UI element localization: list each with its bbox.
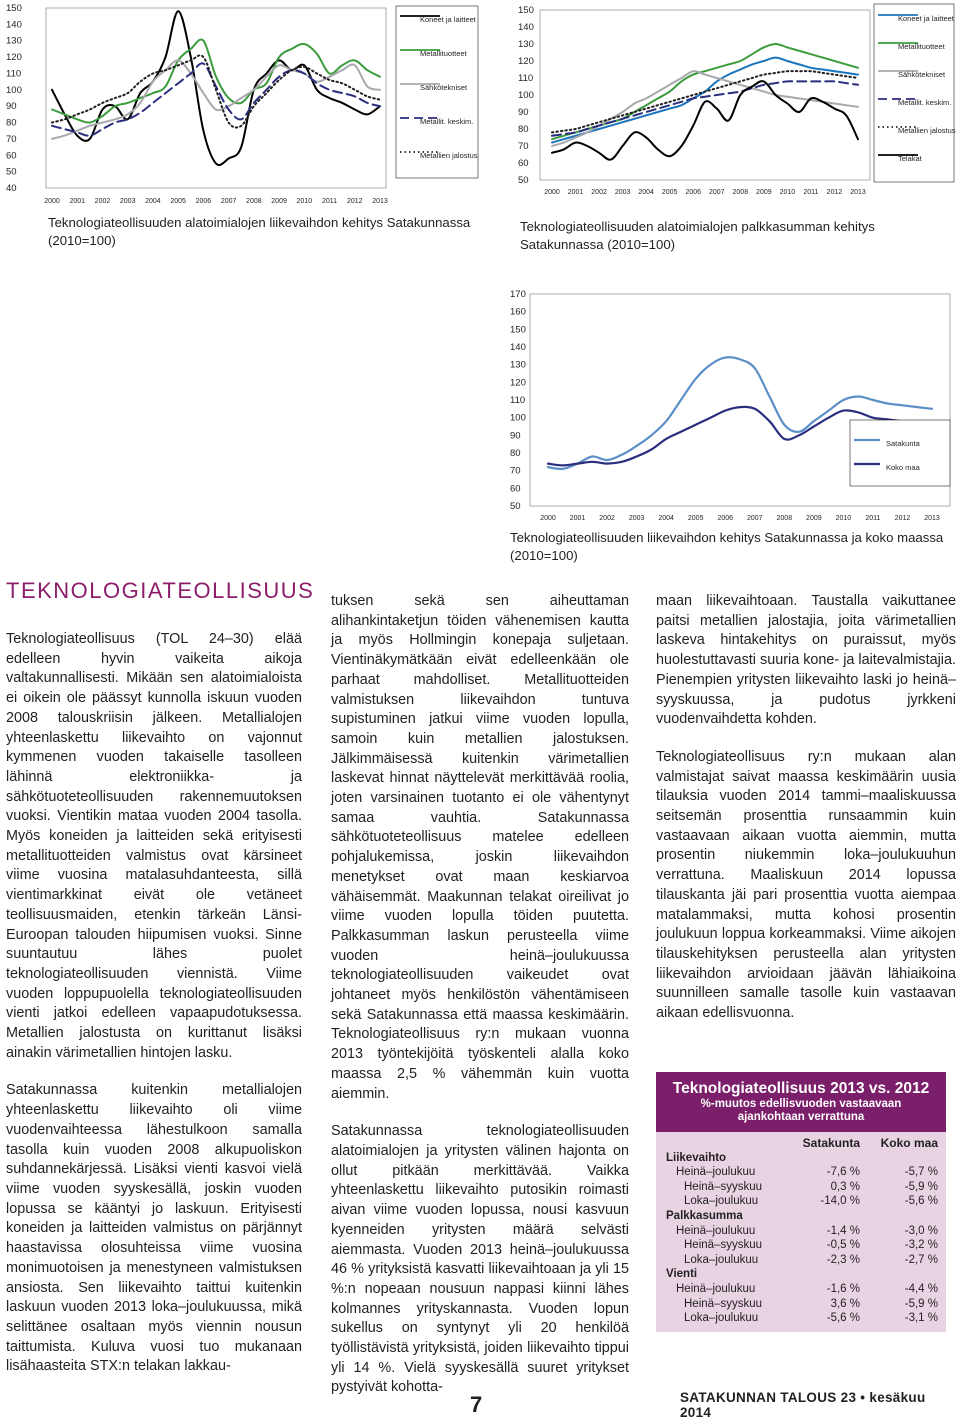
value-koko-maa: -4,4 % xyxy=(904,1282,938,1295)
x-tick-label: 2003 xyxy=(628,515,645,522)
column-header-koko-maa: Koko maa xyxy=(880,1136,938,1150)
table-row xyxy=(666,1238,938,1253)
x-tick-label: 2002 xyxy=(599,515,615,522)
x-tick-label: 2000 xyxy=(44,198,60,205)
x-tick-label: 2000 xyxy=(540,515,556,522)
y-tick-label: 130 xyxy=(510,359,526,371)
y-tick-label: 80 xyxy=(518,124,529,135)
value-koko-maa: -3,2 % xyxy=(904,1239,938,1252)
chart-palkkasumma-alatoimialat xyxy=(490,0,960,210)
value-satakunta: 0,3 % xyxy=(830,1180,860,1193)
legend-label: Telakat xyxy=(898,154,922,163)
y-tick-label: 120 xyxy=(518,56,534,67)
row-label: Heinä–syyskuu xyxy=(684,1239,762,1252)
x-tick-label: 2005 xyxy=(661,189,678,196)
y-tick-label: 120 xyxy=(510,377,526,389)
x-tick-label: 2000 xyxy=(544,189,560,196)
y-tick-label: 90 xyxy=(510,430,521,442)
x-tick-label: 2008 xyxy=(776,515,793,522)
x-tick-label: 2001 xyxy=(567,189,584,196)
y-tick-label: 150 xyxy=(6,3,22,14)
y-tick-label: 100 xyxy=(510,412,526,424)
table-group-name: Palkkasumma xyxy=(666,1209,743,1222)
x-tick-label: 2010 xyxy=(296,198,313,205)
table-group-name: Liikevaihto xyxy=(666,1151,727,1164)
y-tick-label: 150 xyxy=(518,5,534,16)
chart-2-svg xyxy=(490,0,960,210)
y-tick-label: 60 xyxy=(518,158,529,169)
table-group-label xyxy=(666,1267,938,1282)
y-tick-label: 50 xyxy=(510,501,521,512)
value-koko-maa: -3,0 % xyxy=(904,1224,938,1237)
x-tick-label: 2001 xyxy=(569,515,586,522)
chart-liikevaihto-alatoimialat xyxy=(0,0,480,210)
x-tick-label: 2006 xyxy=(195,198,212,205)
x-tick-label: 2006 xyxy=(685,189,702,196)
legend-label: Koneet ja laitteet xyxy=(898,14,954,23)
paragraph: Teknologiateollisuus (TOL 24–30) elää edelleen hyvin vaikeita aikoja valtakunnallisesti. Mikään sen alatoimialoista ei oikein ole päässyt kunnolla iskuun vuoden 2008 talouskriisin jälkeen. Metallialojen yhteenlaskettu liikevaihto on vajonnut kymmenen vuoden takaiselle tasolleen lähinnä elektroniikka- ja sähkötuoteteollisuuden rakennemuutoksen vuoksi. Vientikin mataa vuoden 2004 tasolla. Myös koneiden ja laitteiden sekä erityisesti metallituotteiden valmistus ovat kärsineet viime vuosina matalasuhdanteesta, sillä vientimarkkinat eivät ole vetäneet teollisuusmaiden, etenkin tärkeän Länsi-Euroopan talouden hiipumisen vuoksi. Sinne suuntautuu lähes puolet teknologiateollisuuden viennistä. Viime vuoden loppupuolella teknologiateollisuuden vienti jatkoi edelleen vapaapudotuksessa. Metallien jalostusta on kurittanut lisäksi ainakin värimetallien hintojen lasku. xyxy=(6,631,302,1061)
y-tick-label: 130 xyxy=(6,35,22,47)
text-column-3 xyxy=(656,592,956,1042)
table-body xyxy=(656,1132,946,1332)
y-tick-label: 40 xyxy=(6,183,17,194)
table-row xyxy=(666,1282,938,1297)
y-tick-label: 80 xyxy=(6,117,17,129)
value-koko-maa: -2,7 % xyxy=(904,1253,938,1266)
x-tick-label: 2007 xyxy=(708,189,725,196)
table-row xyxy=(666,1194,938,1209)
legend-label: Metallien jalostus xyxy=(898,126,956,135)
paragraph: maan liikevaihtoaan. Taustalla vaikuttanee paitsi metallien jalostajia, joita värimetallien laskeva hintakehitys on puraissut, myös huolestuttavasti suuria kone- ja laitevalmistajia. Pienempien yritysten liikevaihto laski jo heinä–syyskuussa, ja pudotus jyrkkeni vuodenvaihdetta kohden. xyxy=(656,593,956,728)
series-line-telakat xyxy=(552,81,858,160)
x-tick-label: 2009 xyxy=(271,198,287,205)
comparison-table xyxy=(656,1072,946,1350)
table-header xyxy=(656,1072,946,1132)
x-tick-label: 2006 xyxy=(717,515,734,522)
value-koko-maa: -5,6 % xyxy=(904,1195,938,1208)
value-koko-maa: -5,9 % xyxy=(904,1180,938,1193)
y-tick-label: 140 xyxy=(518,22,534,33)
paragraph: tuksen sekä sen aiheuttaman alihankintaketjun töiden vähenemisen kautta ja myös Hollmingin konepaja suljetaan. Vientinäkymätkään eivät edelleenkään ole parhaat mahdolliset. Metallituotteiden valmistuksen liikevaihdon tuntuva supistuminen jatkui viime vuoden lopulla, samoin kuin metallien jalostuksen. Jälkimmäisessä kuitenkin värimetallien laskevat hinnat näyttelevät merkittävää roolia, joten varsinainen tuotanto ei ole vähentynyt samaa vauhtia. Satakunnassa sähkötuoteteollisuus matelee edelleen pohjalukemissa, joskin liikevaihdon menetykset ovat maan keskiarvoa vähäisemmät. Maakunnan telakat oireilivat jo viime vuoden lopulla töiden puutetta. Palkkasumman laskun perusteella viime vuoden heinä–joulukuussa teknologiateollisuuden vaikeudet ovat johtaneet myös henkilöstön vähentämiseen sekä Satakunnassa että maassa keskimäärin. Teknologiateollisuus ry:n mukaan vuonna 2013 työntekijöitä työskenteli alalla koko maassa 2,5 % vähemmän kuin vuotta aiemmin. xyxy=(331,593,629,1102)
table-row xyxy=(666,1253,938,1268)
x-tick-label: 2004 xyxy=(638,189,654,196)
x-tick-label: 2010 xyxy=(779,189,796,196)
x-tick-label: 2013 xyxy=(924,515,940,522)
legend-label: Metallituotteet xyxy=(420,49,467,58)
y-tick-label: 60 xyxy=(6,150,17,162)
section-title: TEKNOLOGIATEOLLISUUS xyxy=(6,578,315,603)
y-tick-label: 80 xyxy=(510,448,521,459)
paragraph: Satakunnassa kuitenkin metallialojen yhteenlaskettu liikevaihto oli viime vuodenvaihteessa lähestulkoon samalla tasolla kuin vuoden 2008 alkupuoliskon suhdannekärjessä. Lisäksi vienti kasvoi vielä viime vuoden syyskesällä, joskin vuoden lopussa se kääntyi jo laskuun. Erityisesti koneiden ja laitteiden valmistus on pärjännyt haastavissa olosuhteissa viime vuosina monimuotoisen ja menestyneen valmistuksen ansiosta. Sen liikevaihto taittui kuitenkin laskuun vuoden 2013 loka–joulukuussa, mikä selittänee osaltaan myös viennin nousun taittumista. Kuluva vuosi tuo mukanaan lisähaasteita STX:n telakan lakkau- xyxy=(6,1082,302,1375)
paragraph: Satakunnassa teknologiateollisuuden alatoimialojen ja yritysten välinen hajonta on ollut pitkään merkittävää. Vaikka yhteenlaskettu liikevaihto putosikin roimasti aivan viime vuoden lopussa, nousi kasvuun kyenneiden yritysten määrä selvästi aiemmasta. Vuoden 2013 heinä–joulukuussa 46 % yrityksistä kasvatti liikevaihtoaan ja yli 15 %:n nopeaan nousuun nappasi kiinni lähes kolmannes yrityskannasta. Vuoden lopun sukellus on syntynyt yli 20 henkilöä työllistävistä yrityksistä, joiden liikevaihto tippui yli 14 %. Vielä syyskesällä suuret yritykset pystyivät kohotta- xyxy=(331,1123,629,1396)
chart-liikevaihto-satakunta-koko-maa xyxy=(490,280,960,525)
value-satakunta: -2,3 % xyxy=(826,1253,860,1266)
chart-3-svg xyxy=(490,280,960,525)
value-satakunta: -1,4 % xyxy=(826,1224,860,1237)
legend-label: Satakunta xyxy=(886,439,920,448)
y-tick-label: 50 xyxy=(6,166,17,178)
column-header-satakunta: Satakunta xyxy=(802,1136,860,1150)
y-tick-label: 100 xyxy=(518,90,534,101)
value-satakunta: 3,6 % xyxy=(830,1297,860,1310)
value-koko-maa: -5,7 % xyxy=(904,1166,938,1179)
chart-1-svg xyxy=(0,0,480,210)
table-title: Teknologiateollisuus 2013 vs. 2012 xyxy=(672,1080,930,1097)
legend-label: Sähkötekniset xyxy=(898,70,946,79)
y-tick-label: 130 xyxy=(518,39,534,50)
y-tick-label: 140 xyxy=(6,19,22,31)
chart-1-caption: Teknologiateollisuuden alatoimialojen liikevaihdon kehitys Satakunnassa (2010=100) xyxy=(48,215,471,248)
table-group-label xyxy=(666,1209,938,1224)
x-tick-label: 2011 xyxy=(865,515,881,522)
y-tick-label: 70 xyxy=(510,465,521,477)
legend-label: Sähkötekniset xyxy=(420,83,468,92)
legend-label: Metallit. keskim. xyxy=(898,98,952,107)
value-satakunta: -1,6 % xyxy=(826,1282,860,1295)
value-satakunta: -14,0 % xyxy=(820,1195,860,1208)
x-tick-label: 2007 xyxy=(220,198,237,205)
x-tick-label: 2001 xyxy=(69,198,86,205)
table-row xyxy=(666,1224,938,1239)
x-tick-label: 2004 xyxy=(658,515,674,522)
value-satakunta: -0,5 % xyxy=(826,1239,860,1252)
y-tick-label: 70 xyxy=(518,141,529,152)
legend-box xyxy=(850,420,950,486)
text-column-2 xyxy=(331,592,629,1416)
series-line-metallit-keskim- xyxy=(552,81,858,136)
x-tick-label: 2012 xyxy=(894,515,911,522)
y-tick-label: 160 xyxy=(510,306,526,318)
x-tick-label: 2004 xyxy=(145,198,161,205)
y-tick-label: 140 xyxy=(510,342,526,353)
value-satakunta: -7,6 % xyxy=(826,1166,860,1179)
y-tick-label: 150 xyxy=(510,324,526,336)
x-tick-label: 2003 xyxy=(119,198,136,205)
publication-footer: SATAKUNNAN TALOUS 23 • kesäkuu 2014 xyxy=(680,1390,926,1420)
y-tick-label: 90 xyxy=(6,101,17,113)
x-tick-label: 2013 xyxy=(372,198,388,205)
legend-label: Metallituotteet xyxy=(898,42,945,51)
table-subtitle: %-muutos edellisvuoden vastaavaan xyxy=(700,1098,902,1110)
legend-label: Koneet ja laitteet xyxy=(420,15,476,24)
y-tick-label: 70 xyxy=(6,133,17,145)
y-tick-label: 90 xyxy=(518,107,529,118)
page-number: 7 xyxy=(470,1392,483,1417)
table-row xyxy=(666,1180,938,1195)
row-label: Loka–joulukuu xyxy=(684,1253,759,1266)
x-tick-label: 2002 xyxy=(591,189,607,196)
value-koko-maa: -3,1 % xyxy=(904,1312,938,1325)
y-tick-label: 100 xyxy=(6,84,22,96)
x-tick-label: 2008 xyxy=(246,198,262,205)
x-tick-label: 2011 xyxy=(322,198,338,205)
y-tick-label: 170 xyxy=(510,289,526,300)
y-tick-label: 60 xyxy=(510,483,521,495)
x-tick-label: 2005 xyxy=(170,198,186,205)
y-tick-label: 110 xyxy=(518,73,534,84)
y-tick-label: 50 xyxy=(518,175,529,186)
row-label: Loka–joulukuu xyxy=(684,1312,759,1325)
table-group-label xyxy=(666,1151,938,1166)
x-tick-label: 2010 xyxy=(835,515,852,522)
x-tick-label: 2003 xyxy=(614,189,631,196)
chart-3-caption: Teknologiateollisuuden liikevaihdon kehitys Satakunnassa ja koko maassa (2010=100) xyxy=(510,530,944,563)
x-tick-label: 2013 xyxy=(850,189,866,196)
table-row xyxy=(666,1311,938,1326)
plot-frame xyxy=(540,10,870,180)
x-tick-label: 2011 xyxy=(803,189,819,196)
table-group-name: Vienti xyxy=(666,1268,698,1281)
x-tick-label: 2012 xyxy=(346,198,363,205)
y-tick-label: 120 xyxy=(6,52,22,64)
row-label: Heinä–syyskuu xyxy=(684,1180,762,1193)
paragraph: Teknologiateollisuus ry:n mukaan alan valmistajat saivat maassa keskimäärin uusia tilauksia vuoden 2014 tammi–maaliskuussa seitsemän prosenttia runsaammin kuin vastaavaan aikaan vuotta aiemmin, mutta prosentin niukemmin loka–joulukuuhun verrattuna. Maaliskuun 2014 lopussa tilauskanta jäi pari prosenttia vuotta aiempaa matalammaksi, mutta kohosi prosentin joulukuun loppua korkeammaksi. Viime aikojen tilauskehityksen perusteella alan yritysten liikevaihdon arvioidaan jäävän lähiaikoina suunnilleen samalle tasolle kuin vastaavan aikaan edellisvuonna. xyxy=(656,748,956,1022)
x-tick-label: 2009 xyxy=(756,189,772,196)
x-tick-label: 2009 xyxy=(806,515,822,522)
table-column-headers xyxy=(666,1136,938,1151)
x-tick-label: 2002 xyxy=(94,198,111,205)
row-label: Heinä–joulukuu xyxy=(676,1224,756,1237)
row-label: Heinä–joulukuu xyxy=(676,1282,756,1295)
x-tick-label: 2008 xyxy=(732,189,749,196)
legend-label: Metallit. keskim. xyxy=(420,117,474,126)
value-koko-maa: -5,9 % xyxy=(904,1297,938,1310)
x-tick-label: 2005 xyxy=(687,515,704,522)
row-label: Heinä–joulukuu xyxy=(676,1166,756,1179)
x-tick-label: 2007 xyxy=(746,515,763,522)
table-subtitle: ajankohtaan verrattuna xyxy=(737,1111,865,1123)
legend-label: Koko maa xyxy=(886,463,920,472)
legend-label: Metallien jalostus xyxy=(420,151,478,160)
row-label: Loka–joulukuu xyxy=(684,1195,759,1208)
text-column-1 xyxy=(6,630,302,1395)
value-satakunta: -5,6 % xyxy=(826,1312,860,1325)
chart-2-caption: Teknologiateollisuuden alatoimialojen palkkasumman kehitys Satakunnassa (2010=100) xyxy=(520,219,875,252)
row-label: Heinä–syyskuu xyxy=(684,1297,762,1310)
table-row xyxy=(666,1165,938,1180)
y-tick-label: 110 xyxy=(510,395,526,406)
y-tick-label: 110 xyxy=(6,68,22,80)
x-tick-label: 2012 xyxy=(826,189,843,196)
plot-frame xyxy=(46,8,386,188)
table-row xyxy=(666,1297,938,1312)
